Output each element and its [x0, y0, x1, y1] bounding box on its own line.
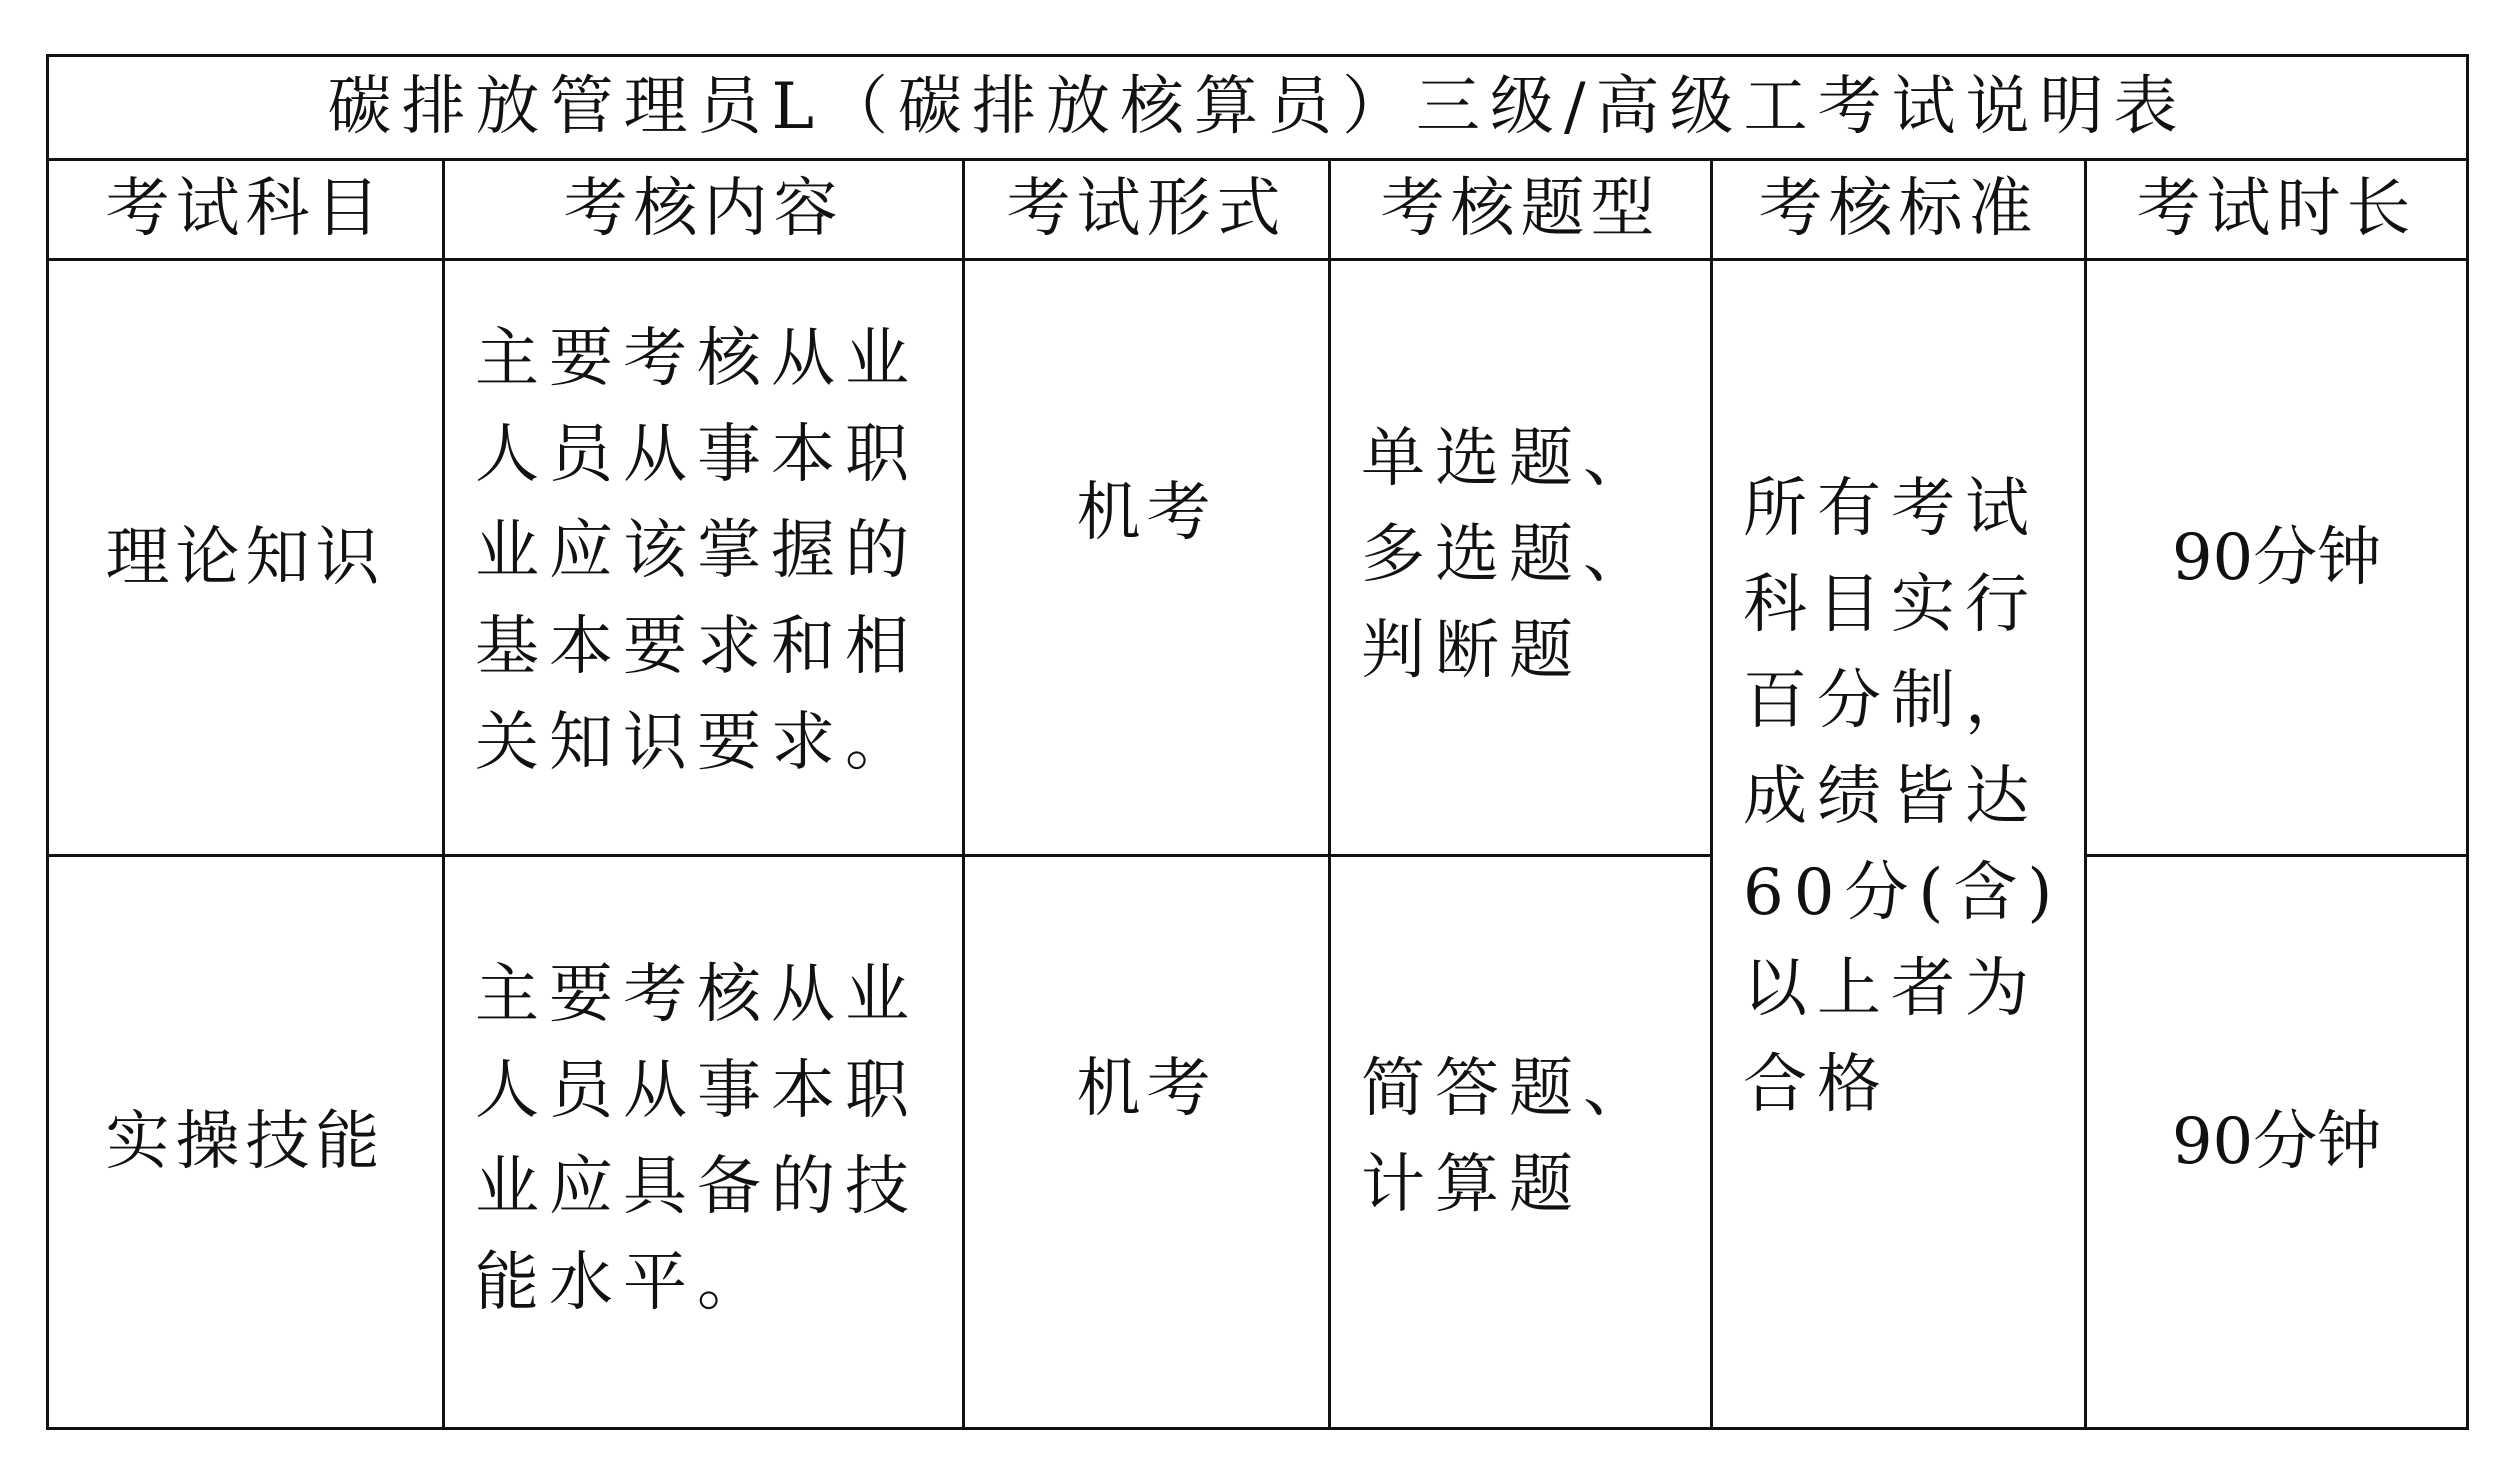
form-cell: 机考	[964, 856, 1330, 1429]
content-cell: 主要考核从业人员从事本职业应具备的技能水平。	[444, 856, 964, 1429]
header-question-types: 考核题型	[1330, 159, 1712, 259]
form-cell: 机考	[964, 259, 1330, 856]
standard-cell: 所有考试科目实行百分制，成绩皆达60分(含)以上者为合格	[1712, 259, 2086, 1428]
duration-cell: 90分钟	[2086, 856, 2468, 1429]
table-title: 碳排放管理员L（碳排放核算员）三级/高级工考试说明表	[48, 56, 2468, 160]
exam-description-table	[46, 54, 2469, 1430]
header-standard: 考核标准	[1712, 159, 2086, 259]
subject-cell: 理论知识	[48, 259, 444, 856]
duration-cell: 90分钟	[2086, 259, 2468, 856]
question-types-cell: 简答题、计算题	[1330, 856, 1712, 1429]
header-content: 考核内容	[444, 159, 964, 259]
subject-cell: 实操技能	[48, 856, 444, 1429]
header-row	[48, 159, 2468, 259]
header-subject: 考试科目	[48, 159, 444, 259]
table-row-practical	[48, 856, 2468, 1429]
content-cell: 主要考核从业人员从事本职业应该掌握的基本要求和相关知识要求。	[444, 259, 964, 856]
header-form: 考试形式	[964, 159, 1330, 259]
question-types-cell: 单选题、多选题、判断题	[1330, 259, 1712, 856]
header-duration: 考试时长	[2086, 159, 2468, 259]
table-row-theory	[48, 259, 2468, 856]
